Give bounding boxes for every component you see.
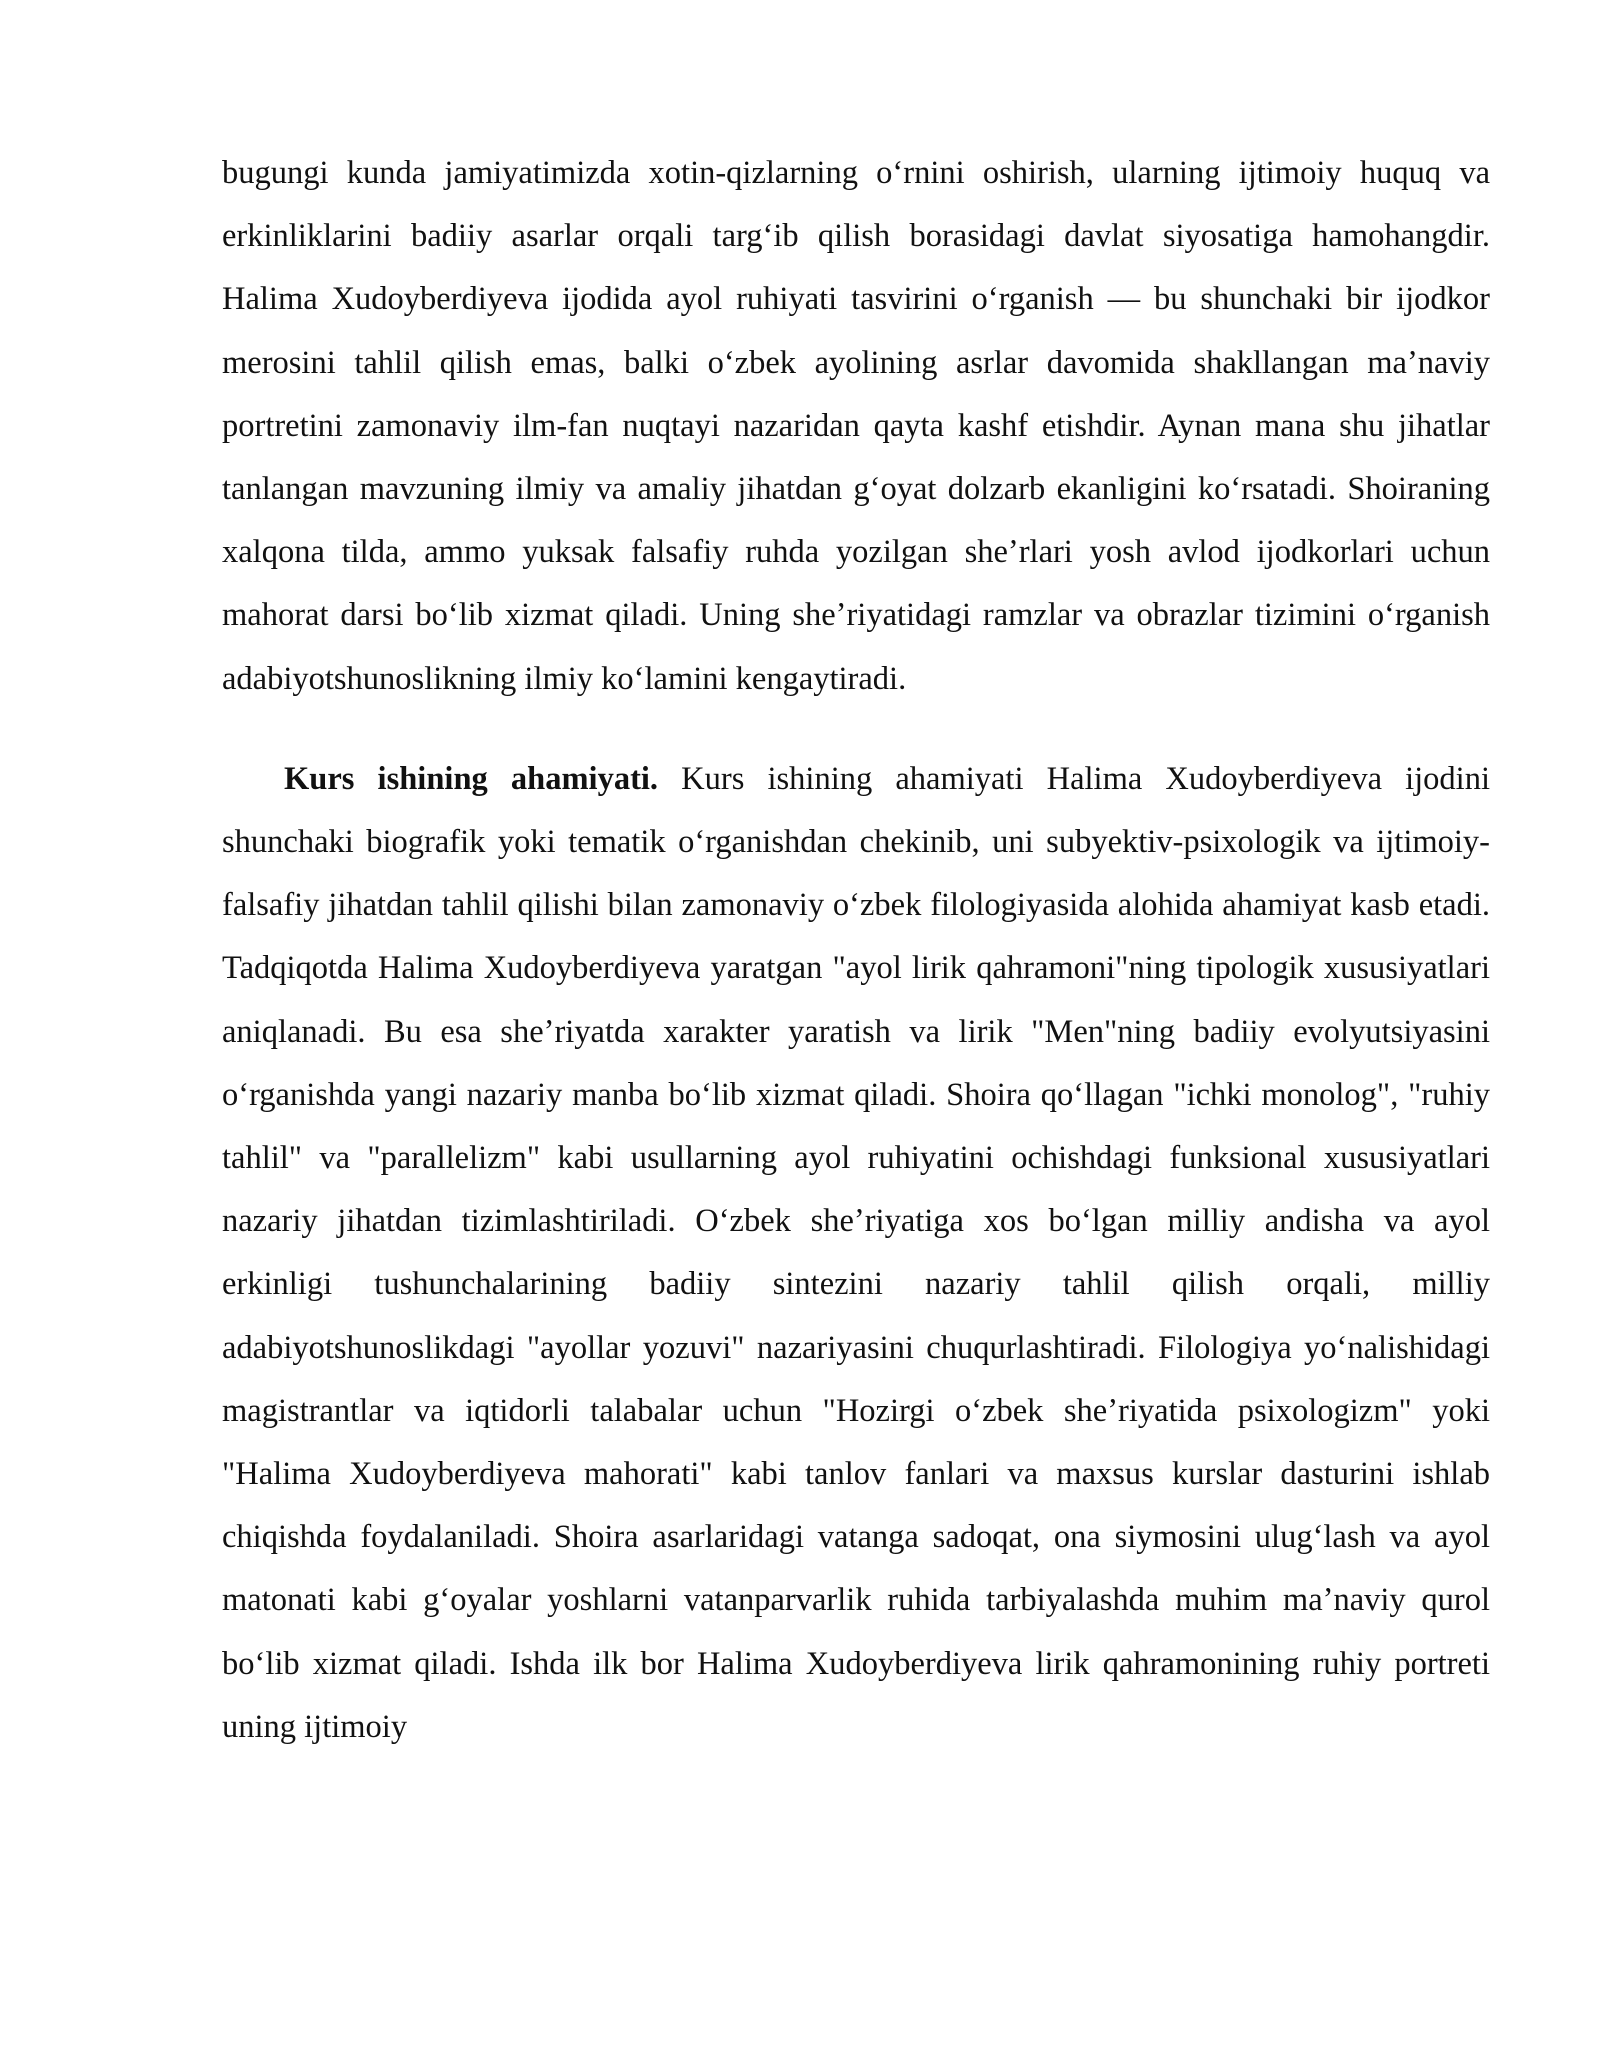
section-heading: Kurs ishining ahamiyati.	[284, 760, 659, 797]
body-paragraph: bugungi kunda jamiyatimizda xotin-qizlarning oʻrnini oshirish, ularning ijtimoiy huquq va erkinliklarini badiiy asarlar orqali targʻib qilish borasidagi davlat siyosatiga hamohangdir. Halima Xudoyberdiyeva ijodida ayol ruhiyati tasvirini oʻrganish — bu shunchaki bir ijodkor merosini tahlil qilish emas, balki oʻzbek ayolining asrlar davomida shakllangan maʼnaviy portretini zamonaviy ilm-fan nuqtayi nazaridan qayta kashf etishdir. Aynan mana shu jihatlar tanlangan mavzuning ilmiy va amaliy jihatdan gʻoyat dolzarb ekanligini koʻrsatadi. Shoiraning xalqona tilda, ammo yuksak falsafiy ruhda yozilgan sheʼrlari yosh avlod ijodkorlari uchun mahorat darsi boʻlib xizmat qiladi. Uning sheʼriyatidagi ramzlar va obrazlar tizimini oʻrganish adabiyotshunoslikning ilmiy koʻlamini kengaytiradi.	[222, 155, 1490, 697]
document-page	[222, 142, 1490, 1759]
significance-text: Kurs ishining ahamiyati Halima Xudoyberdiyeva ijodini shunchaki biografik yoki tematik oʻrganishdan chekinib, uni subyektiv-psixologik va ijtimoiy-falsafiy jihatdan tahlil qilishi bilan zamonaviy oʻzbek filologiyasida alohida ahamiyat kasb etadi. Tadqiqotda Halima Xudoyberdiyeva yaratgan "ayol lirik qahramoni"ning tipologik xususiyatlari aniqlanadi. Bu esa sheʼriyatda xarakter yaratish va lirik "Men"ning badiiy evolyutsiyasini oʻrganishda yangi nazariy manba boʻlib xizmat qiladi. Shoira qoʻllagan "ichki monolog", "ruhiy tahlil" va "parallelizm" kabi usullarning ayol ruhiyatini ochishdagi funksional xususiyatlari nazariy jihatdan tizimlashtiriladi. Oʻzbek sheʼriyatiga xos boʻlgan milliy andisha va ayol erkinligi tushunchalarining badiiy sintezini nazariy tahlil qilish orqali, milliy adabiyotshunoslikdagi "ayollar yozuvi" nazariyasini chuqurlashtiradi. Filologiya yoʻnalishidagi magistrantlar va iqtidorli talabalar uchun "Hozirgi oʻzbek sheʼriyatida psixologizm" yoki "Halima Xudoyberdiyeva mahorati" kabi tanlov fanlari va maxsus kurslar dasturini ishlab chiqishda foydalaniladi. Shoira asarlaridagi vatanga sadoqat, ona siymosini ulugʻlash va ayol matonati kabi gʻoyalar yoshlarni vatanparvarlik ruhida tarbiyalashda muhim maʼnaviy qurol boʻlib xizmat qiladi. Ishda ilk bor Halima Xudoyberdiyeva lirik qahramonining ruhiy portreti uning ijtimoiy	[222, 760, 1490, 1745]
significance-paragraph	[222, 748, 1490, 1759]
